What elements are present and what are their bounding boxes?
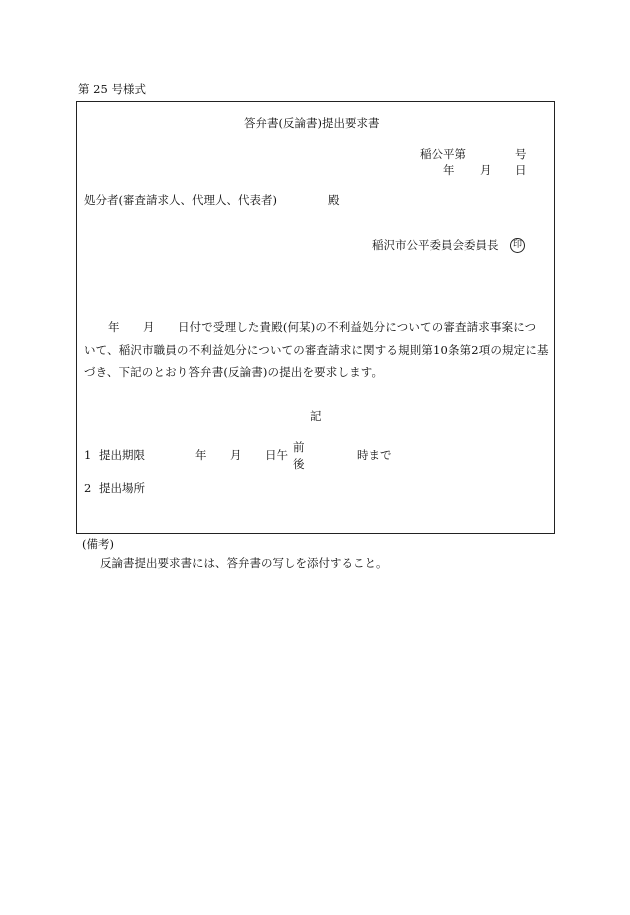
notes-text: 反論書提出要求書には、答弁書の写しを添付すること。 [100,556,388,570]
body-line-1: 日付で受理した貴殿(何某)の不利益処分についての審査請求事案につ [178,320,537,334]
document-number-suffix: 号 [515,147,527,161]
addressee-label: 処分者(審査請求人、代理人、代表者) [84,193,277,207]
body-line-3: づき、下記のとおり答弁書(反論書)の提出を要求します。 [84,365,384,379]
ki-heading: 記 [310,409,322,423]
item-2-number: 2 [84,481,92,495]
date-year: 年 [443,163,455,177]
item-1-label: 提出期限 [99,448,145,462]
deadline-day-afternoon: 日午 [265,448,288,462]
deadline-until: 時まで [357,448,392,462]
deadline-year: 年 [195,448,207,462]
deadline-am: 前 [293,440,305,454]
body-line-2: いて、稲沢市職員の不利益処分についての審査請求に関する規則第10条第2項の規定に基 [84,343,549,357]
notes-heading: (備考) [82,537,114,551]
body-month: 月 [143,320,155,334]
item-1-number: 1 [84,448,92,462]
date-day: 日 [515,163,527,177]
document-number-prefix: 稲公平第 [420,147,466,161]
document-title: 答弁書(反論書)提出要求書 [244,116,380,130]
item-2-label: 提出場所 [99,481,145,495]
seal-mark: 印 [510,238,525,253]
sender-name: 稲沢市公平委員会委員長 [372,238,499,252]
body-year: 年 [108,320,120,334]
deadline-month: 月 [230,448,242,462]
date-month: 月 [480,163,492,177]
form-number: 第 25 号様式 [78,82,146,96]
deadline-pm: 後 [293,457,305,471]
addressee-honorific: 殿 [328,193,340,207]
